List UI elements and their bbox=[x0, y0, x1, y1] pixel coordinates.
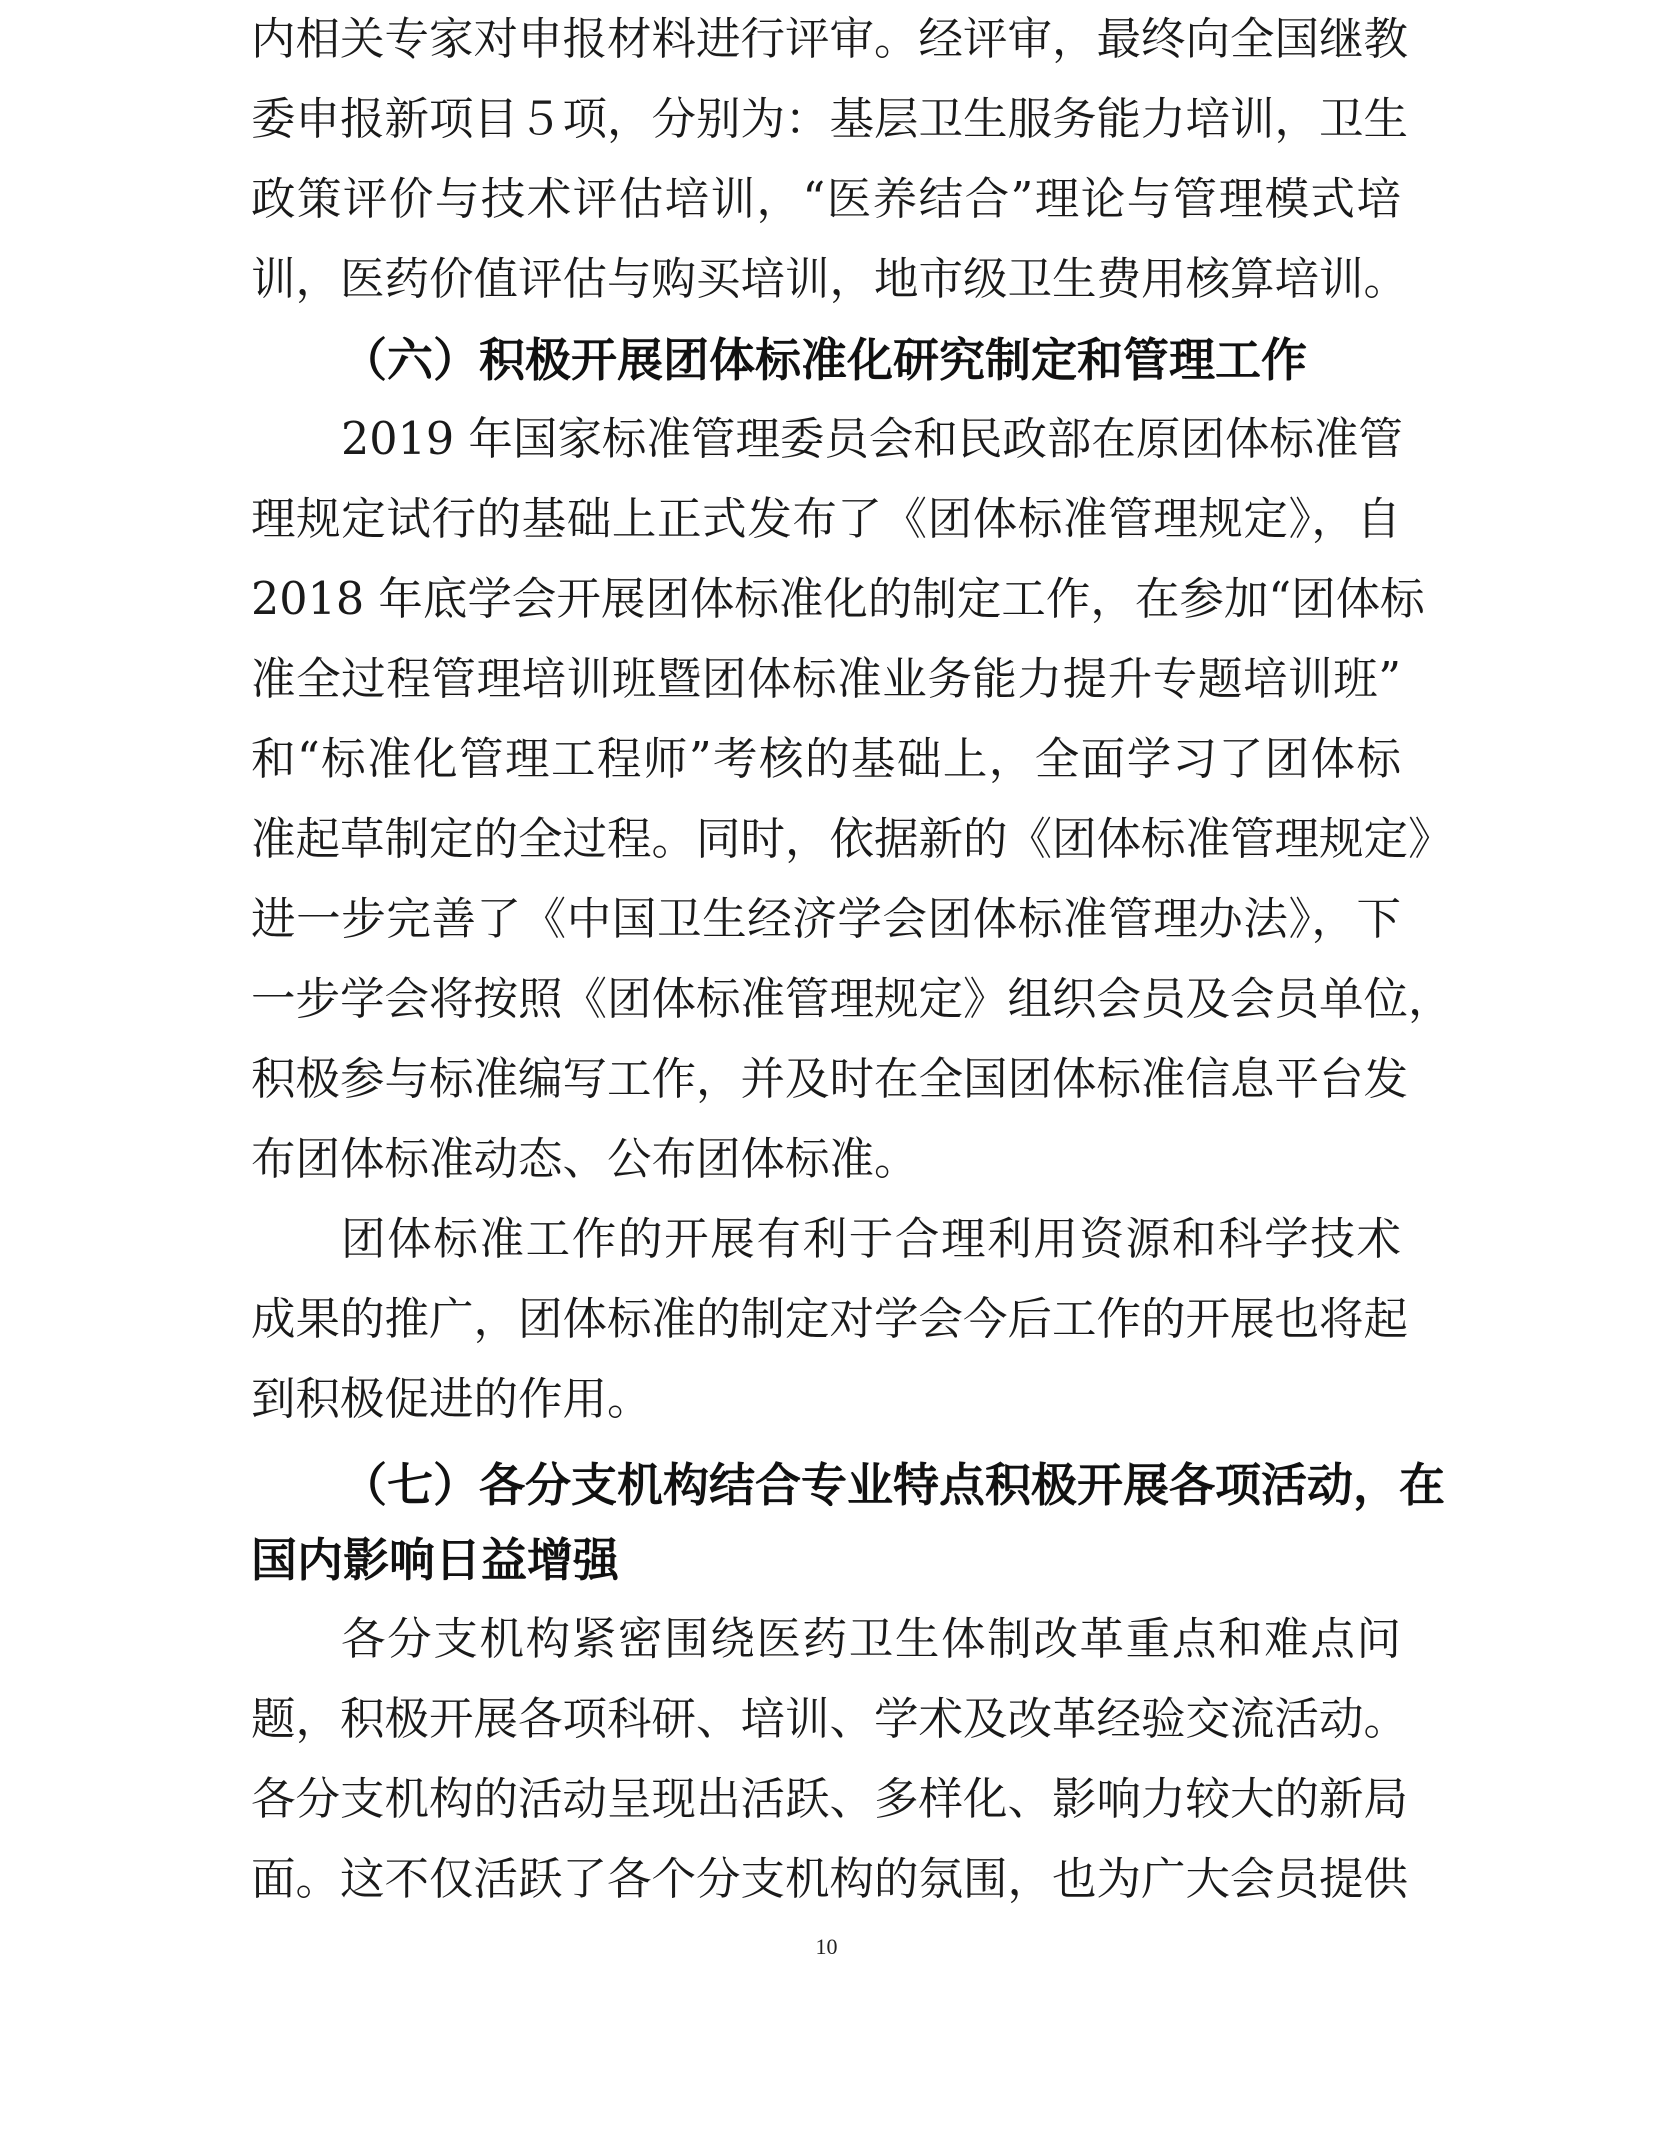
section-heading-7: （七）各分支机构结合专业特点积极开展各项活动，在 bbox=[341, 1458, 1445, 1512]
paragraph-line: 题，积极开展各项科研、培训、学术及改革经验交流活动。 bbox=[251, 1694, 1409, 1745]
paragraph-line: 团体标准工作的开展有利于合理利用资源和科学技术 bbox=[341, 1214, 1401, 1265]
paragraph-line: 积极参与标准编写工作，并及时在全国团体标准信息平台发 bbox=[251, 1054, 1409, 1105]
paragraph-line: 各分支机构紧密围绕医药卫生体制改革重点和难点问 bbox=[341, 1614, 1401, 1665]
page-number: 10 bbox=[815, 1934, 838, 1959]
paragraph-line: 2018 年底学会开展团体标准化的制定工作，在参加“团体标 bbox=[251, 574, 1425, 625]
paragraph-line: 准起草制定的全过程。同时，依据新的《团体标准管理规定》 bbox=[251, 814, 1453, 865]
paragraph-line: 内相关专家对申报材料进行评审。经评审，最终向全国继教 bbox=[251, 14, 1409, 65]
paragraph-line: 进一步完善了《中国卫生经济学会团体标准管理办法》，下 bbox=[251, 894, 1401, 945]
paragraph-line: 到积极促进的作用。 bbox=[251, 1374, 652, 1425]
paragraph-line: 面。这不仅活跃了各个分支机构的氛围，也为广大会员提供 bbox=[251, 1854, 1409, 1905]
paragraph-line: 准全过程管理培训班暨团体标准业务能力提升专题培训班” bbox=[251, 654, 1401, 705]
paragraph-line: 成果的推广，团体标准的制定对学会今后工作的开展也将起 bbox=[251, 1294, 1409, 1345]
section-heading-6: （六）积极开展团体标准化研究制定和管理工作 bbox=[341, 333, 1307, 387]
paragraph-line: 委申报新项目５项，分别为：基层卫生服务能力培训，卫生 bbox=[251, 94, 1409, 145]
section-heading-7-cont: 国内影响日益增强 bbox=[251, 1533, 619, 1587]
paragraph-line: 布团体标准动态、公布团体标准。 bbox=[251, 1134, 919, 1185]
paragraph-line: 政策评价与技术评估培训，“医养结合”理论与管理模式培 bbox=[251, 174, 1401, 225]
paragraph-line: 各分支机构的活动呈现出活跃、多样化、影响力较大的新局 bbox=[251, 1774, 1409, 1825]
paragraph-line: 一步学会将按照《团体标准管理规定》组织会员及会员单位， bbox=[251, 974, 1453, 1025]
paragraph-line: 训，医药价值评估与购买培训，地市级卫生费用核算培训。 bbox=[251, 254, 1409, 305]
paragraph-line: 理规定试行的基础上正式发布了《团体标准管理规定》，自 bbox=[251, 494, 1401, 545]
paragraph-line: 2019 年国家标准管理委员会和民政部在原团体标准管 bbox=[341, 414, 1403, 465]
paragraph-line: 和“标准化管理工程师”考核的基础上，全面学习了团体标 bbox=[251, 734, 1401, 785]
